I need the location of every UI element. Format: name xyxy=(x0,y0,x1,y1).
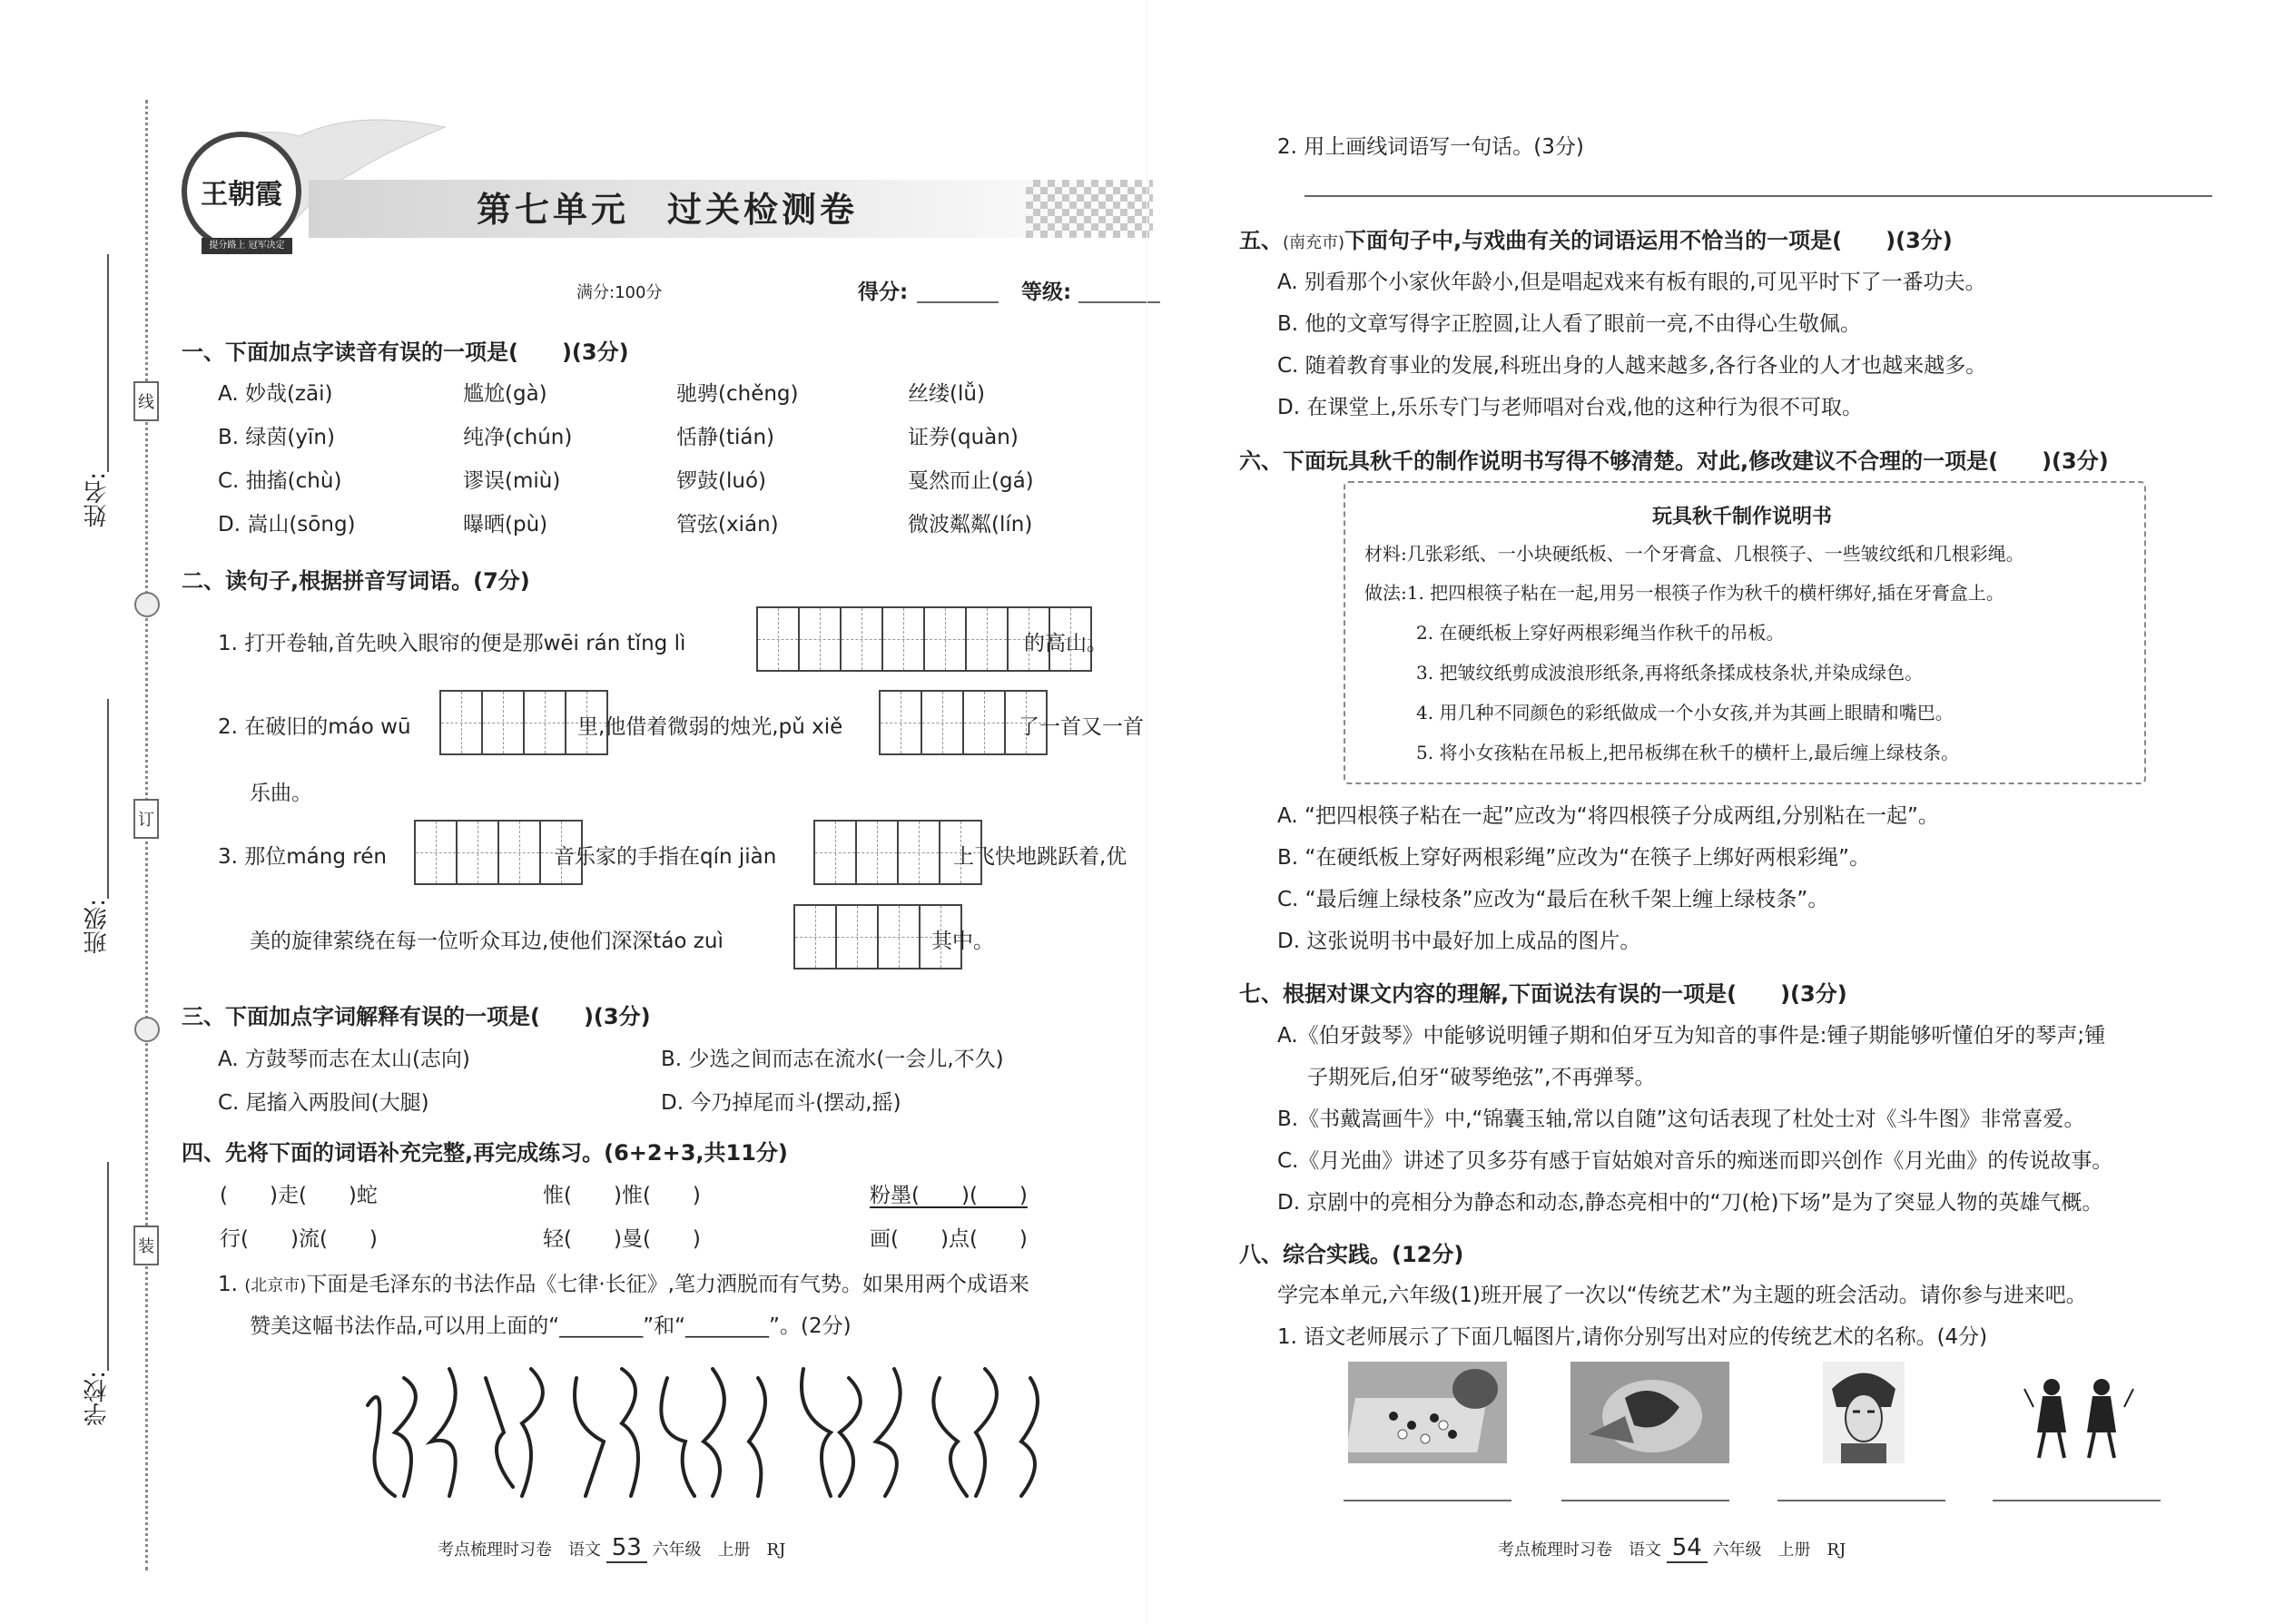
q4-p1-line2: 赞美这幅书法作品,可以用上面的“________”和“________”。(2分) xyxy=(250,1314,852,1338)
q5-b: B. 他的文章写得字正腔圆,让人看了眼前一亮,不由得心生敬佩。 xyxy=(1277,312,1862,336)
footer-left xyxy=(438,1534,785,1561)
q8-intro: 学完本单元,六年级(1)班开展了一次以“传统艺术”为主题的班会活动。请你参与进来吧。 xyxy=(1277,1284,2087,1307)
footer-left-prefix: 考点梳理时习卷 语文 xyxy=(438,1540,601,1560)
shadow-puppet-photo xyxy=(2015,1371,2142,1462)
q2-s3-close: 其中。 xyxy=(931,930,994,953)
q2-s2-end: 了一首又一首 xyxy=(1019,715,1144,739)
page-title: 第七单元 过关检测卷 xyxy=(477,189,859,230)
q4-word4[interactable]: 行( )流( ) xyxy=(220,1227,378,1251)
calligraphy-image xyxy=(350,1351,1067,1514)
footer-left-suffix: 六年级 上册 RJ xyxy=(652,1540,786,1560)
q7-c: C.《月光曲》讲述了贝多芬有感于盲姑娘对音乐的痴迷而即兴创作《月光曲》的传说故事。 xyxy=(1277,1149,2113,1173)
q1-c3: 锣鼓(luó) xyxy=(676,469,766,493)
q4-p1-num: 1. xyxy=(218,1273,245,1296)
q4-word5[interactable]: 轻( )曼( ) xyxy=(543,1227,701,1251)
q3-c: C. 尾搐入两股间(大腿) xyxy=(218,1091,429,1115)
q1-c2: 谬误(miù) xyxy=(463,469,561,493)
q4-word6[interactable]: 画( )点( ) xyxy=(870,1227,1028,1251)
class-label: 班级: xyxy=(84,899,111,954)
go-chess-photo xyxy=(1348,1362,1507,1463)
logo-ribbon: 提分路上 冠军决定 xyxy=(202,238,292,254)
school-label: 学校: xyxy=(84,1371,111,1426)
school-field[interactable] xyxy=(107,1162,109,1371)
q4-word2[interactable]: 惟( )惟( ) xyxy=(543,1184,701,1207)
name-label: 姓名: xyxy=(84,472,111,527)
q7-d: D. 京剧中的亮相分为静态和动态,静态亮相中的“刀(枪)下场”是为了突显人物的英雄气概。 xyxy=(1277,1191,2103,1215)
q1-b1: B. 绿茵(yīn) xyxy=(218,426,335,449)
q2-s2-mid: 里,他借着微弱的烛光,pǔ xiě xyxy=(577,715,843,739)
grade-field[interactable] xyxy=(1078,301,1160,303)
q3-a: A. 方鼓琴而志在太山(志向) xyxy=(218,1048,470,1071)
q1-b2: 纯净(chún) xyxy=(463,426,573,449)
q2-s2-text: 2. 在破旧的máo wū xyxy=(218,715,411,739)
q4-p1-line1 xyxy=(218,1267,1029,1297)
q1-d1: D. 嵩山(sōng) xyxy=(218,513,356,536)
q4-p2-answer-line[interactable] xyxy=(1305,195,2212,197)
grade-label: 等级: xyxy=(1021,281,1072,304)
art-answer-line-2[interactable] xyxy=(1561,1500,1729,1501)
binding-ring-icon xyxy=(134,592,160,617)
instruction-step1: 做法:1. 把四根筷子粘在一起,用另一根筷子作为秋千的横杆绑好,插在牙膏盒上。 xyxy=(1364,582,2004,604)
q7-heading: 七、根据对课文内容的理解,下面说法有误的一项是( )(3分) xyxy=(1239,981,1847,1007)
q6-b: B. “在硬纸板上穿好两根彩绳”应改为“在筷子上绑好两根彩绳”。 xyxy=(1277,846,1871,870)
page-number-right: 54 xyxy=(1667,1534,1708,1563)
logo-text: 王朝霞 xyxy=(201,179,282,211)
q5-num: 五、 xyxy=(1239,228,1283,253)
seal-bind-mark: 订 xyxy=(133,799,159,839)
q7-a-line2: 子期死后,伯牙“破琴绝弦”,不再弹琴。 xyxy=(1307,1066,1656,1089)
q8-heading: 八、综合实践。(12分) xyxy=(1239,1242,1464,1267)
q7-a-line1: A.《伯牙鼓琴》中能够说明锺子期和伯牙互为知音的事件是:锺子期能够听懂伯牙的琴声;锺 xyxy=(1277,1024,2106,1048)
instruction-materials: 材料:几张彩纸、一小块硬纸板、一个牙膏盒、几根筷子、一些皱纹纸和几根彩绳。 xyxy=(1364,543,2024,565)
instruction-step4: 4. 用几种不同颜色的彩纸做成一个小女孩,并为其画上眼睛和嘴巴。 xyxy=(1416,702,1954,723)
q1-c4: 戛然而止(gá) xyxy=(908,469,1034,493)
q1-d4: 微波粼粼(lín) xyxy=(908,513,1033,536)
q1-b3: 恬静(tián) xyxy=(676,426,775,449)
q4-p2: 2. 用上画线词语写一句话。(3分) xyxy=(1277,135,1584,159)
instruction-step3: 3. 把皱纹纸剪成波浪形纸条,再将纸条揉成枝条状,并染成绿色。 xyxy=(1416,662,1924,684)
paper-cutting-photo xyxy=(1570,1362,1729,1463)
class-field[interactable] xyxy=(107,699,109,899)
peking-opera-photo xyxy=(1823,1362,1905,1463)
q2-s3-end: 上飞快地跳跃着,优 xyxy=(953,845,1127,869)
q1-a2: 尴尬(gà) xyxy=(463,382,547,406)
q4-word1[interactable]: ( )走( )蛇 xyxy=(220,1184,378,1207)
page-number-left: 53 xyxy=(606,1534,647,1563)
q2-s3-text: 3. 那位máng rén xyxy=(218,845,387,869)
q2-s3-mid: 音乐家的手指在qín jiàn xyxy=(554,845,777,869)
q2-s2-wrap: 乐曲。 xyxy=(250,782,312,805)
q5-city: (南充市) xyxy=(1283,233,1345,252)
instruction-step5: 5. 将小女孩粘在吊板上,把吊板绑在秋千的横杆上,最后缠上绿枝条。 xyxy=(1416,742,1960,763)
q2-s3-wrap: 美的旋律萦绕在每一位听众耳边,使他们深深táo zuì xyxy=(250,930,724,953)
footer-right xyxy=(1498,1534,1846,1561)
footer-right-prefix: 考点梳理时习卷 语文 xyxy=(1498,1540,1661,1560)
art-answer-line-1[interactable] xyxy=(1344,1500,1511,1501)
q4-p1-text: 下面是毛泽东的书法作品《七律·长征》,笔力洒脱而有气势。如果用两个成语来 xyxy=(306,1273,1029,1296)
brand-logo xyxy=(182,132,301,251)
q6-a: A. “把四根筷子粘在一起”应改为“将四根筷子分成两组,分别粘在一起”。 xyxy=(1277,804,1939,828)
q6-heading: 六、下面玩具秋千的制作说明书写得不够清楚。对此,修改建议不合理的一项是( )(3分) xyxy=(1239,448,2109,474)
q1-d2: 曝晒(pù) xyxy=(463,513,548,536)
q4-p1-city: (北京市) xyxy=(244,1276,307,1295)
binding-ring-icon xyxy=(134,1017,160,1042)
q1-a3: 驰骋(chěng) xyxy=(676,382,799,406)
q2-heading: 二、读句子,根据拼音写词语。(7分) xyxy=(182,568,530,594)
q2-s1-text: 1. 打开卷轴,首先映入眼帘的便是那wēi rán tǐng lì xyxy=(218,632,686,655)
seal-pack-mark: 装 xyxy=(133,1225,159,1265)
q1-a1: A. 妙哉(zāi) xyxy=(218,382,333,406)
q2-s1-end: 的高山。 xyxy=(1024,632,1108,655)
q3-b: B. 少选之间而志在流水(一会儿,不久) xyxy=(661,1048,1004,1071)
q1-heading: 一、下面加点字读音有误的一项是( )(3分) xyxy=(182,340,629,365)
q7-b: B.《书戴嵩画牛》中,“锦囊玉轴,常以自随”这句话表现了杜处士对《斗牛图》非常喜爱。 xyxy=(1277,1107,2085,1131)
score-label: 得分: xyxy=(858,281,909,304)
art-answer-line-3[interactable] xyxy=(1777,1500,1945,1501)
q5-c: C. 随着教育事业的发展,科班出身的人越来越多,各行各业的人才也越来越多。 xyxy=(1277,354,1987,378)
footer-right-suffix: 六年级 上册 RJ xyxy=(1712,1540,1846,1560)
seal-line-mark: 线 xyxy=(133,381,159,421)
q5-text: 下面句子中,与戏曲有关的词语运用不恰当的一项是( )(3分) xyxy=(1344,228,1953,253)
q4-heading: 四、先将下面的词语补充完整,再完成练习。(6+2+3,共11分) xyxy=(182,1140,788,1166)
q5-heading xyxy=(1239,222,1953,254)
checker-pattern xyxy=(1026,180,1153,238)
q1-c1: C. 抽搐(chù) xyxy=(218,469,342,493)
q5-a: A. 别看那个小家伙年龄小,但是唱起戏来有板有眼的,可见平时下了一番功夫。 xyxy=(1277,271,1986,294)
full-score: 满分:100分 xyxy=(576,283,663,302)
instruction-step2: 2. 在硬纸板上穿好两根彩绳当作秋千的吊板。 xyxy=(1416,622,1785,644)
instruction-title: 玩具秋千制作说明书 xyxy=(1652,505,1833,528)
q5-d: D. 在课堂上,乐乐专门与老师唱对台戏,他的这种行为很不可取。 xyxy=(1277,396,1863,419)
q6-d: D. 这张说明书中最好加上成品的图片。 xyxy=(1277,930,1641,953)
q3-d: D. 今乃掉尾而斗(摆动,摇) xyxy=(661,1091,901,1115)
q3-heading: 三、下面加点字词解释有误的一项是( )(3分) xyxy=(182,1004,651,1029)
q1-a4: 丝缕(lǚ) xyxy=(908,382,985,406)
q1-d3: 管弦(xián) xyxy=(676,513,779,536)
score-field[interactable] xyxy=(917,301,999,303)
q4-word3[interactable]: 粉墨( )( ) xyxy=(870,1184,1028,1207)
name-field[interactable] xyxy=(107,254,109,472)
q1-b4: 证券(quàn) xyxy=(908,426,1019,449)
q6-c: C. “最后缠上绿枝条”应改为“最后在秋千架上缠上绿枝条”。 xyxy=(1277,888,1829,911)
art-answer-line-4[interactable] xyxy=(1993,1500,2161,1501)
q8-p1: 1. 语文老师展示了下面几幅图片,请你分别写出对应的传统艺术的名称。(4分) xyxy=(1277,1325,1988,1349)
